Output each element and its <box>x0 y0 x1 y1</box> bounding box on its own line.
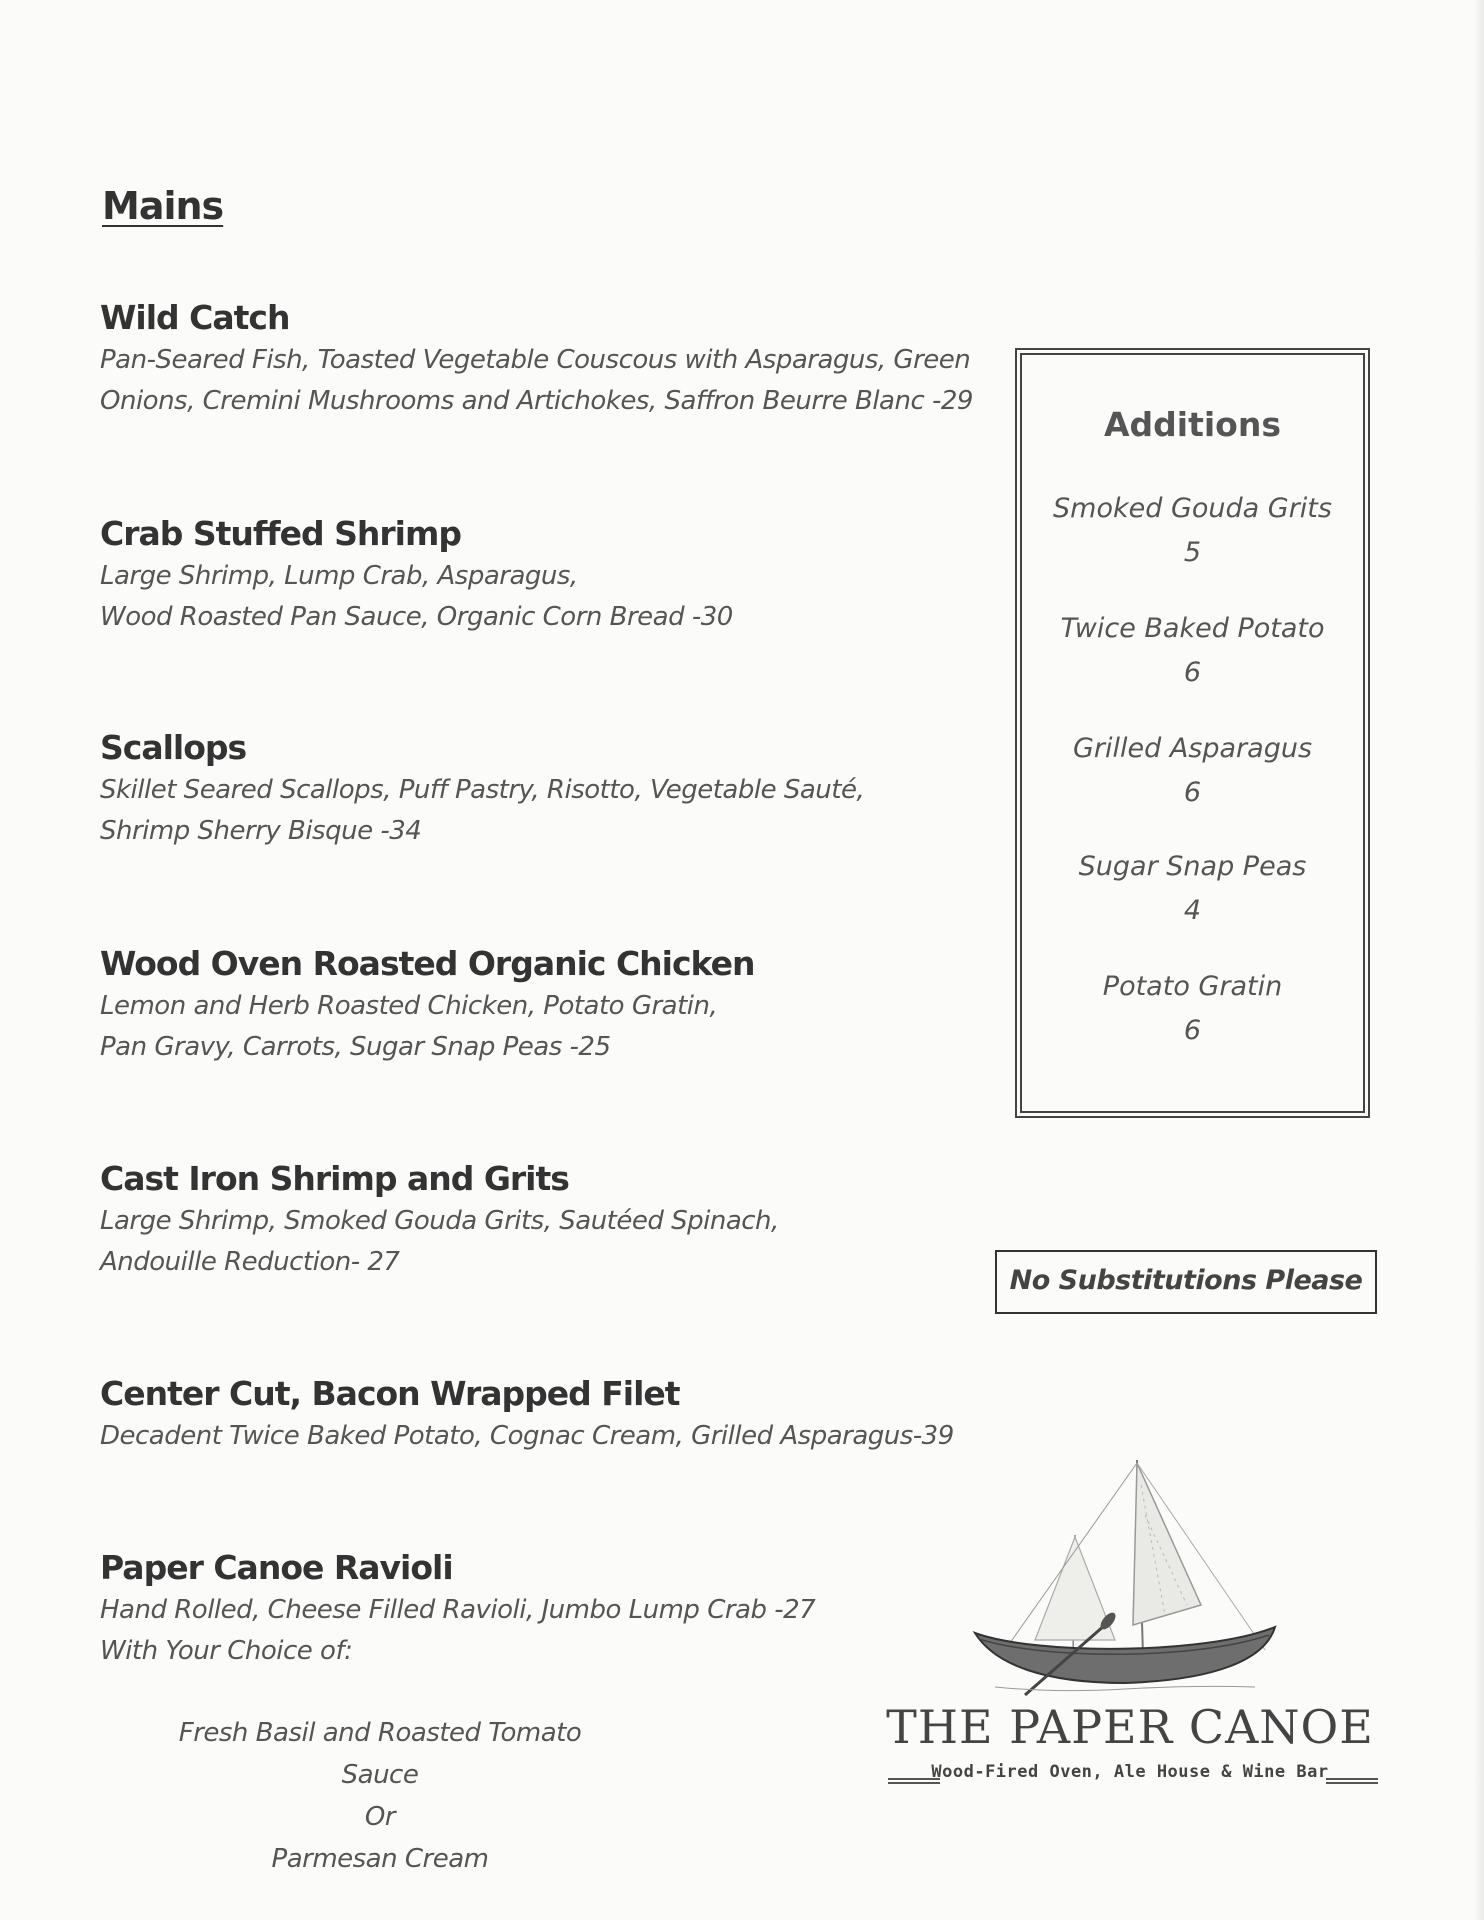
canoe-sailboat-icon <box>965 1455 1285 1700</box>
item-desc-line: Decadent Twice Baked Potato, Cognac Cream, Grilled Asparagus-39 <box>100 1421 954 1451</box>
choice-line: Fresh Basil and Roasted Tomato Sauce <box>178 1718 582 1790</box>
addition-item <box>1022 965 1363 1053</box>
choice-line: Or <box>364 1802 396 1832</box>
item-desc-line: Skillet Seared Scallops, Puff Pastry, Risotto, Vegetable Sauté, <box>100 775 865 805</box>
scan-edge-shadow <box>1474 0 1484 1920</box>
item-desc-line: Onions, Cremini Mushrooms and Artichokes, Saffron Beurre Blanc -29 <box>100 386 973 416</box>
item-desc-line: Shrimp Sherry Bisque -34 <box>100 816 422 846</box>
item-name: Wood Oven Roasted Organic Chicken <box>100 944 755 983</box>
menu-item-wild-catch <box>100 296 973 422</box>
item-name: Paper Canoe Ravioli <box>100 1548 453 1587</box>
menu-item-ravioli <box>100 1546 960 1672</box>
addition-price: 4 <box>1183 895 1202 926</box>
choice-line: Parmesan Cream <box>271 1844 489 1874</box>
menu-item-shrimp-and-grits <box>100 1157 960 1283</box>
additions-box <box>1020 353 1365 1113</box>
item-desc-line: Pan-Seared Fish, Toasted Vegetable Couscous with Asparagus, Green <box>100 345 971 375</box>
item-name: Cast Iron Shrimp and Grits <box>100 1159 569 1198</box>
menu-item-roasted-chicken <box>100 942 960 1068</box>
menu-item-crab-stuffed-shrimp <box>100 512 960 638</box>
addition-price: 6 <box>1183 777 1202 808</box>
addition-name: Smoked Gouda Grits <box>1053 493 1332 524</box>
section-title: Mains <box>102 184 224 228</box>
addition-price: 6 <box>1183 1015 1202 1046</box>
menu-item-scallops <box>100 726 960 852</box>
item-desc-line: Large Shrimp, Smoked Gouda Grits, Sautéed Spinach, <box>100 1206 779 1236</box>
item-desc-line: Lemon and Herb Roasted Chicken, Potato Gratin, <box>100 991 718 1021</box>
item-name: Scallops <box>100 728 247 767</box>
additions-title: Additions <box>1104 405 1281 444</box>
item-name: Center Cut, Bacon Wrapped Filet <box>100 1374 680 1413</box>
addition-price: 6 <box>1183 657 1202 688</box>
addition-item <box>1022 845 1363 933</box>
addition-name: Potato Gratin <box>1102 971 1283 1002</box>
item-desc-line: Andouille Reduction- 27 <box>100 1247 400 1277</box>
addition-item <box>1022 727 1363 815</box>
item-desc-line: Wood Roasted Pan Sauce, Organic Corn Bread -30 <box>100 602 733 632</box>
no-substitutions-notice: No Substitutions Please <box>995 1250 1377 1314</box>
logo-wordmark: THE PAPER CANOE <box>886 1700 1374 1754</box>
item-desc-line: Large Shrimp, Lump Crab, Asparagus, <box>100 561 578 591</box>
addition-name: Twice Baked Potato <box>1060 613 1325 644</box>
logo-tagline: Wood-Fired Oven, Ale House & Wine Bar <box>931 1762 1329 1782</box>
ravioli-sauce-choices <box>140 1712 620 1880</box>
addition-name: Sugar Snap Peas <box>1078 851 1307 882</box>
addition-item <box>1022 487 1363 575</box>
item-desc-line: With Your Choice of: <box>100 1636 353 1666</box>
menu-item-bacon-wrapped-filet <box>100 1372 960 1457</box>
addition-name: Grilled Asparagus <box>1072 733 1313 764</box>
item-desc-line: Hand Rolled, Cheese Filled Ravioli, Jumbo Lump Crab -27 <box>100 1595 816 1625</box>
item-desc-line: Pan Gravy, Carrots, Sugar Snap Peas -25 <box>100 1032 611 1062</box>
addition-price: 5 <box>1183 537 1202 568</box>
item-name: Crab Stuffed Shrimp <box>100 514 461 553</box>
item-name: Wild Catch <box>100 298 290 337</box>
addition-item <box>1022 607 1363 695</box>
